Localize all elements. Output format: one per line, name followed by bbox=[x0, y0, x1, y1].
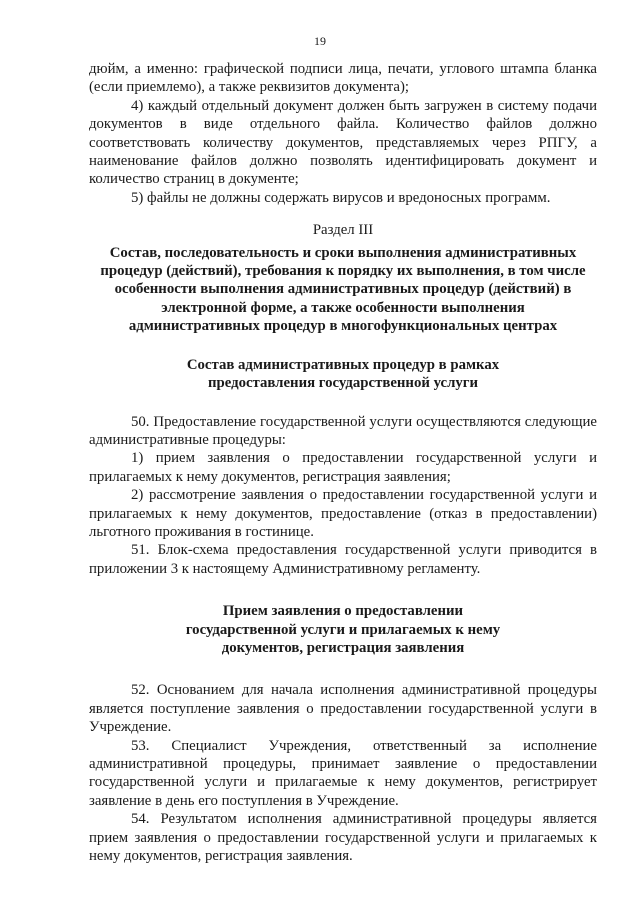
paragraph-50-item-1: 1) прием заявления о предоставлении государственной услуги и прилагаемых к нему документов, регистрация заявления; bbox=[89, 450, 597, 485]
paragraph-50: 50. Предоставление государственной услуги осуществляются следующие административные процедуры: bbox=[89, 413, 597, 448]
section-title: Состав, последовательность и сроки выполнения административных процедур (действий), требования к порядку их выполнения, в том числе особенности выполнения административных процедур (действий) в электронной форме, а также особенности выполнения административных процедур в многофункциональных центрах bbox=[100, 244, 586, 335]
paragraph-50-item-2: 2) рассмотрение заявления о предоставлении государственной услуги и прилагаемых к нему документов, предоставление (отказ в предоставлении) льготного проживания в гостинице. bbox=[89, 487, 597, 540]
paragraph-53: 53. Специалист Учреждения, ответственный за исполнение административной процедуры, принимает заявление о предоставлении государственной услуги и прилагаемые к нему документов, регистрирует заявление в день его поступления в Учреждение. bbox=[89, 737, 597, 809]
paragraph-item-4: 4) каждый отдельный документ должен быть загружен в систему подачи документов в виде отдельного файла. Количество файлов должно соответствовать количеству документов, представляемых через РПГУ, а наименование файлов должно позволять идентифицировать документ и количество страниц в документе; bbox=[89, 97, 597, 188]
paragraph-continuation: дюйм, а именно: графической подписи лица, печати, углового штампа бланка (если приемлемо), а также реквизитов документа); bbox=[89, 61, 597, 96]
subheading-composition: Состав административных процедур в рамках предоставления государственной услуги bbox=[186, 356, 500, 392]
section-label: Раздел III bbox=[312, 222, 374, 239]
document-body bbox=[89, 60, 597, 865]
paragraph-52: 52. Основанием для начала исполнения административной процедуры является поступление заявления о предоставлении государственной услуги в Учреждение. bbox=[89, 682, 597, 736]
paragraph-51: 51. Блок-схема предоставления государственной услуги приводится в приложении 3 к настоящему Административному регламенту. bbox=[89, 542, 597, 577]
page-number: 19 bbox=[314, 34, 326, 48]
paragraph-item-5: 5) файлы не должны содержать вирусов и вредоносных программ. bbox=[131, 189, 551, 206]
paragraph-54: 54. Результатом исполнения административной процедуры является прием заявления о предоставлении государственной услуги и прилагаемых к нему документов, регистрация заявления. bbox=[89, 811, 597, 865]
subheading-reception: Прием заявления о предоставлении государственной услуги и прилагаемых к нему документов, регистрация заявления bbox=[185, 603, 501, 656]
